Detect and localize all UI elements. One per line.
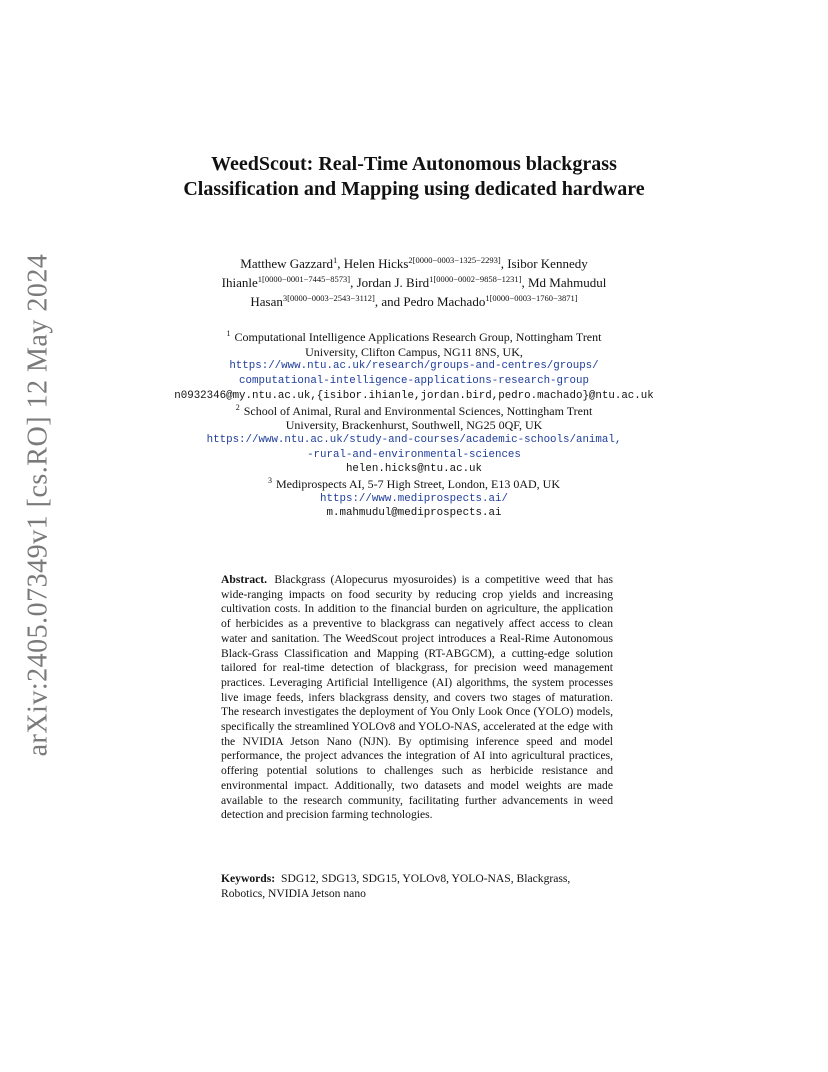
- affiliation-url-link[interactable]: https://www.ntu.ac.uk/research/groups-and-centres/groups/: [229, 360, 599, 373]
- author-name: Jordan J. Bird: [356, 275, 430, 290]
- keywords-text: SDG12, SDG13, SDG15, YOLOv8, YOLO-NAS, Blackgrass, Robotics, NVIDIA Jetson nano: [221, 872, 571, 900]
- paper-title: WeedScout: Real-Time Autonomous blackgrass Classification and Mapping using dedicated hardware: [183, 153, 645, 200]
- affiliation-text-line: Computational Intelligence Applications Research Group, Nottingham Trent: [234, 330, 602, 344]
- affiliation-3: [168, 477, 660, 521]
- author-separator: ,: [521, 275, 528, 290]
- affiliation-number: 3: [268, 476, 273, 486]
- affiliations: [168, 330, 660, 521]
- affiliation-url-link[interactable]: https://www.mediprospects.ai/: [320, 492, 508, 505]
- author-affiliation-mark: 1[0000−0003−1760−3871]: [485, 293, 578, 303]
- author-affiliation-mark: 3[0000−0003−2543−3112]: [282, 293, 375, 303]
- author: [357, 275, 528, 290]
- affiliation-email: helen.hicks@ntu.ac.uk: [345, 463, 483, 476]
- author-separator: , and: [374, 294, 404, 309]
- author-affiliation-mark: 1[0000−0001−7445−8573]: [257, 274, 351, 284]
- keywords-label: Keywords:: [221, 872, 276, 885]
- author-name: Isibor Kennedy Ihianle: [221, 256, 588, 290]
- abstract-text: Blackgrass (Alopecurus myosuroides) is a competitive weed that has wide-ranging impacts on food security by reducing crop yields and increasing cultivation costs. In addition to the financial burden on agriculture, the application of herbicides as a preventive to blackgrass can negatively affect access to clean water and sanitation. The WeedScout project introduces a Real-Rime Autonomous Black-Grass Classification and Mapping (RT-ABGCM), a cutting-edge solution tailored for real-time detection of blackgrass, for precision weed management practices. Leveraging Artificial Intelligence (AI) algorithms, the system processes live image feeds, infers blackgrass density, and covers two stages of maturation. The research investigates the deployment of You Only Look Once (YOLO) models, specifically the streamlined YOLOv8 and YOLO-NAS, accelerated at the edge with the NVIDIA Jetson Nano (NJN). By optimising inference speed and model performance, the project advances the integration of AI into agricultural practices, offering potential solutions to challenges such as herbicide resistance and environmental impact. Additionally, two datasets and model weights are made available to the research community, facilitating further advancements in weed detection and precision farming technologies.: [221, 573, 613, 822]
- affiliation-url-link[interactable]: https://www.ntu.ac.uk/study-and-courses/academic-schools/animal,: [206, 433, 622, 446]
- affiliation-number: 2: [235, 402, 240, 412]
- abstract-paragraph: [221, 573, 613, 823]
- author-name: Helen Hicks: [343, 256, 409, 271]
- affiliation-url-link[interactable]: computational-intelligence-applications-research-group: [239, 375, 589, 388]
- author-affiliation-mark: 2[0000−0003−1325−2293]: [408, 255, 501, 265]
- author-name: Md Mahmudul Hasan: [250, 275, 607, 309]
- affiliation-1: [168, 330, 660, 404]
- author-separator: ,: [500, 256, 508, 271]
- affiliation-2: [168, 404, 660, 478]
- author-name: Pedro Machado: [403, 294, 486, 309]
- author: [403, 294, 577, 309]
- abstract: [221, 573, 613, 823]
- keywords: [221, 872, 613, 901]
- affiliation-text: [168, 330, 660, 345]
- author-affiliation-mark: 1[0000−0002−9858−1231]: [429, 274, 522, 284]
- abstract-label: Abstract.: [221, 573, 268, 586]
- affiliation-text-line: School of Animal, Rural and Environmental Sciences, Nottingham Trent: [243, 403, 593, 418]
- affiliation-number: 1: [226, 329, 231, 338]
- affiliation-url-link[interactable]: -rural-and-environmental-sciences: [307, 448, 521, 461]
- author-separator: ,: [350, 275, 357, 290]
- affiliation-text: [168, 404, 660, 419]
- author: [240, 256, 344, 271]
- author-separator: ,: [337, 256, 344, 271]
- author: [344, 256, 507, 271]
- affiliation-text: [168, 477, 660, 492]
- arxiv-stamp: [18, 253, 58, 757]
- affiliation-text-line: Mediprospects AI, 5-7 High Street, London, E13 0AD, UK: [276, 477, 560, 492]
- affiliation-email: n0932346@my.ntu.ac.uk,{isibor.ihianle,jordan.bird,pedro.machado}@ntu.ac.uk: [174, 389, 654, 402]
- affiliation-text-line: University, Brackenhurst, Southwell, NG25 0QF, UK: [285, 418, 543, 433]
- arxiv-id[interactable]: arXiv:2405.07349v1 [cs.RO] 12 May 2024: [22, 253, 54, 757]
- author-name: Matthew Gazzard: [240, 256, 334, 271]
- affiliation-email: m.mahmudul@mediprospects.ai: [326, 507, 502, 520]
- affiliation-text-line: University, Clifton Campus, NG11 8NS, UK,: [305, 344, 523, 359]
- author-affiliation-mark: 1: [333, 255, 338, 265]
- author-list: [195, 254, 633, 311]
